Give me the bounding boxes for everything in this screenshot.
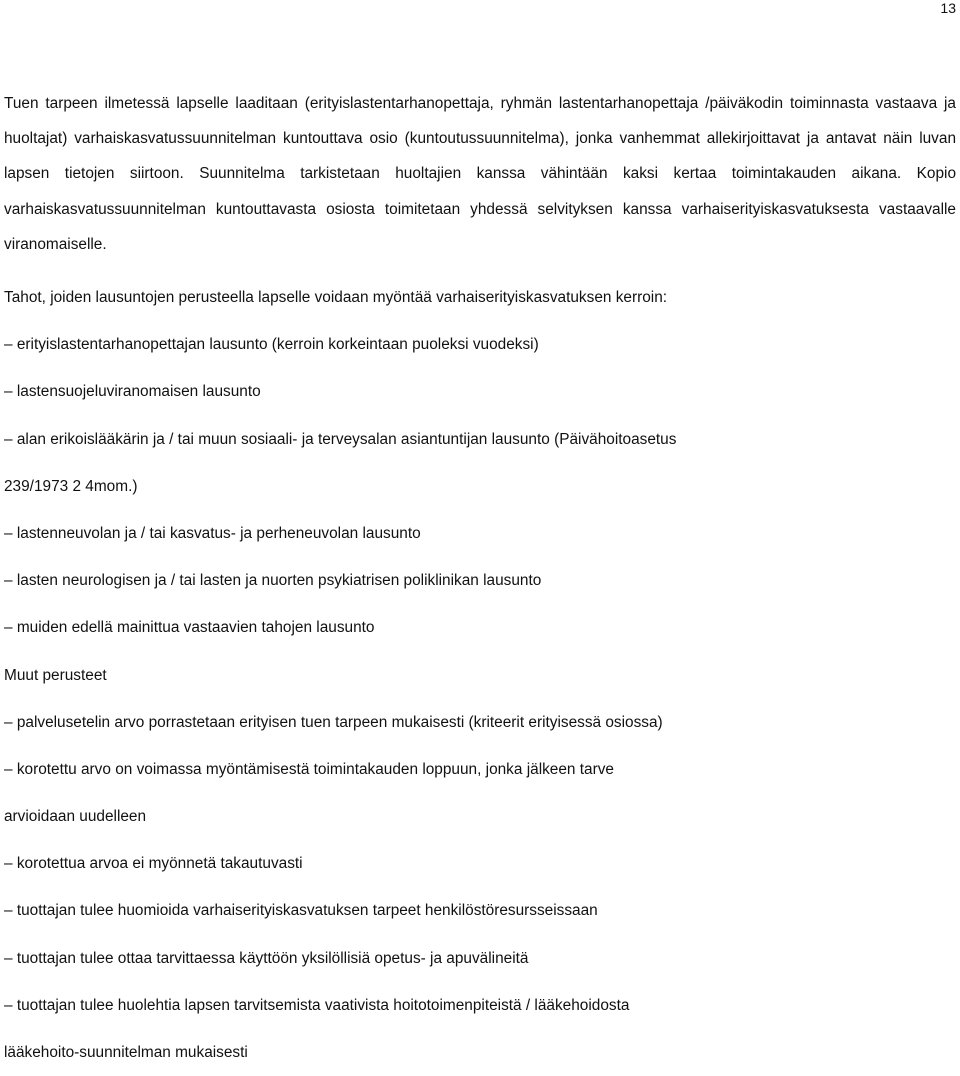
intro-paragraph: Tuen tarpeen ilmetessä lapselle laaditaan (erityislastentarhanopettaja, ryhmän lastentarhanopettaja /päiväkodin toiminnasta vastaava ja huoltajat) varhaiskasvatussuunnitelman kuntouttava osio (kuntoutussuunnitelma), jonka vanhemmat allekirjoittavat ja antavat näin luvan lapsen tietojen siirtoon. Suunnitelma tarkistetaan huoltajien kanssa vähintään kaksi kertaa toimintakauden aikana. Kopio varhaiskasvatussuunnitelman kuntouttavasta osiosta toimitetaan yhdessä selvityksen kanssa varhaiserityiskasvatuksesta vastaavalle viranomaiselle. [4,95,956,253]
list-item: – erityislastentarhanopettajan lausunto (kerroin korkeintaan puoleksi vuodeksi) [4,336,539,354]
section-heading: Muut perusteet [4,666,107,684]
list-item: – lasten neurologisen ja / tai lasten ja nuorten psykiatrisen poliklinikan lausunto [4,572,542,590]
list-item: – lastenneuvolan ja / tai kasvatus- ja perheneuvolan lausunto [4,524,421,542]
list-item: – tuottajan tulee huolehtia lapsen tarvitsemista vaativista hoitotoimenpiteistä / lääkehoidosta [4,996,630,1014]
list-item: – tuottajan tulee ottaa tarvittaessa käyttöön yksilöllisiä opetus- ja apuvälineitä [4,949,529,967]
list-item: – korotettu arvo on voimassa myöntämisestä toimintakauden loppuun, jonka jälkeen tarve [4,760,614,778]
list-item: – tuottajan tulee huomioida varhaiserityiskasvatuksen tarpeet henkilöstöresursseissaan [4,902,598,920]
list-item: – lastensuojeluviranomaisen lausunto [4,383,261,401]
page-number: 13 [940,0,956,16]
statements-heading: Tahot, joiden lausuntojen perusteella lapselle voidaan myöntää varhaiserityiskasvatuksen kerroin: [4,289,668,307]
list-item-continuation: lääkehoito-suunnitelman mukaisesti [4,1044,248,1062]
list-item: – alan erikoislääkärin ja / tai muun sosiaali- ja terveysalan asiantuntijan lausunto (Päivähoitoasetus [4,430,677,448]
list-item-continuation: 239/1973 2 4mom.) [4,477,138,495]
list-item: – korotettua arvoa ei myönnetä takautuvasti [4,855,303,873]
list-item: – palvelusetelin arvo porrastetaan erityisen tuen tarpeen mukaisesti (kriteerit erityisessä osiossa) [4,713,663,731]
document-body [4,86,956,1076]
list-item: – muiden edellä mainittua vastaavien tahojen lausunto [4,619,375,637]
list-item-continuation: arvioidaan uudelleen [4,808,147,826]
